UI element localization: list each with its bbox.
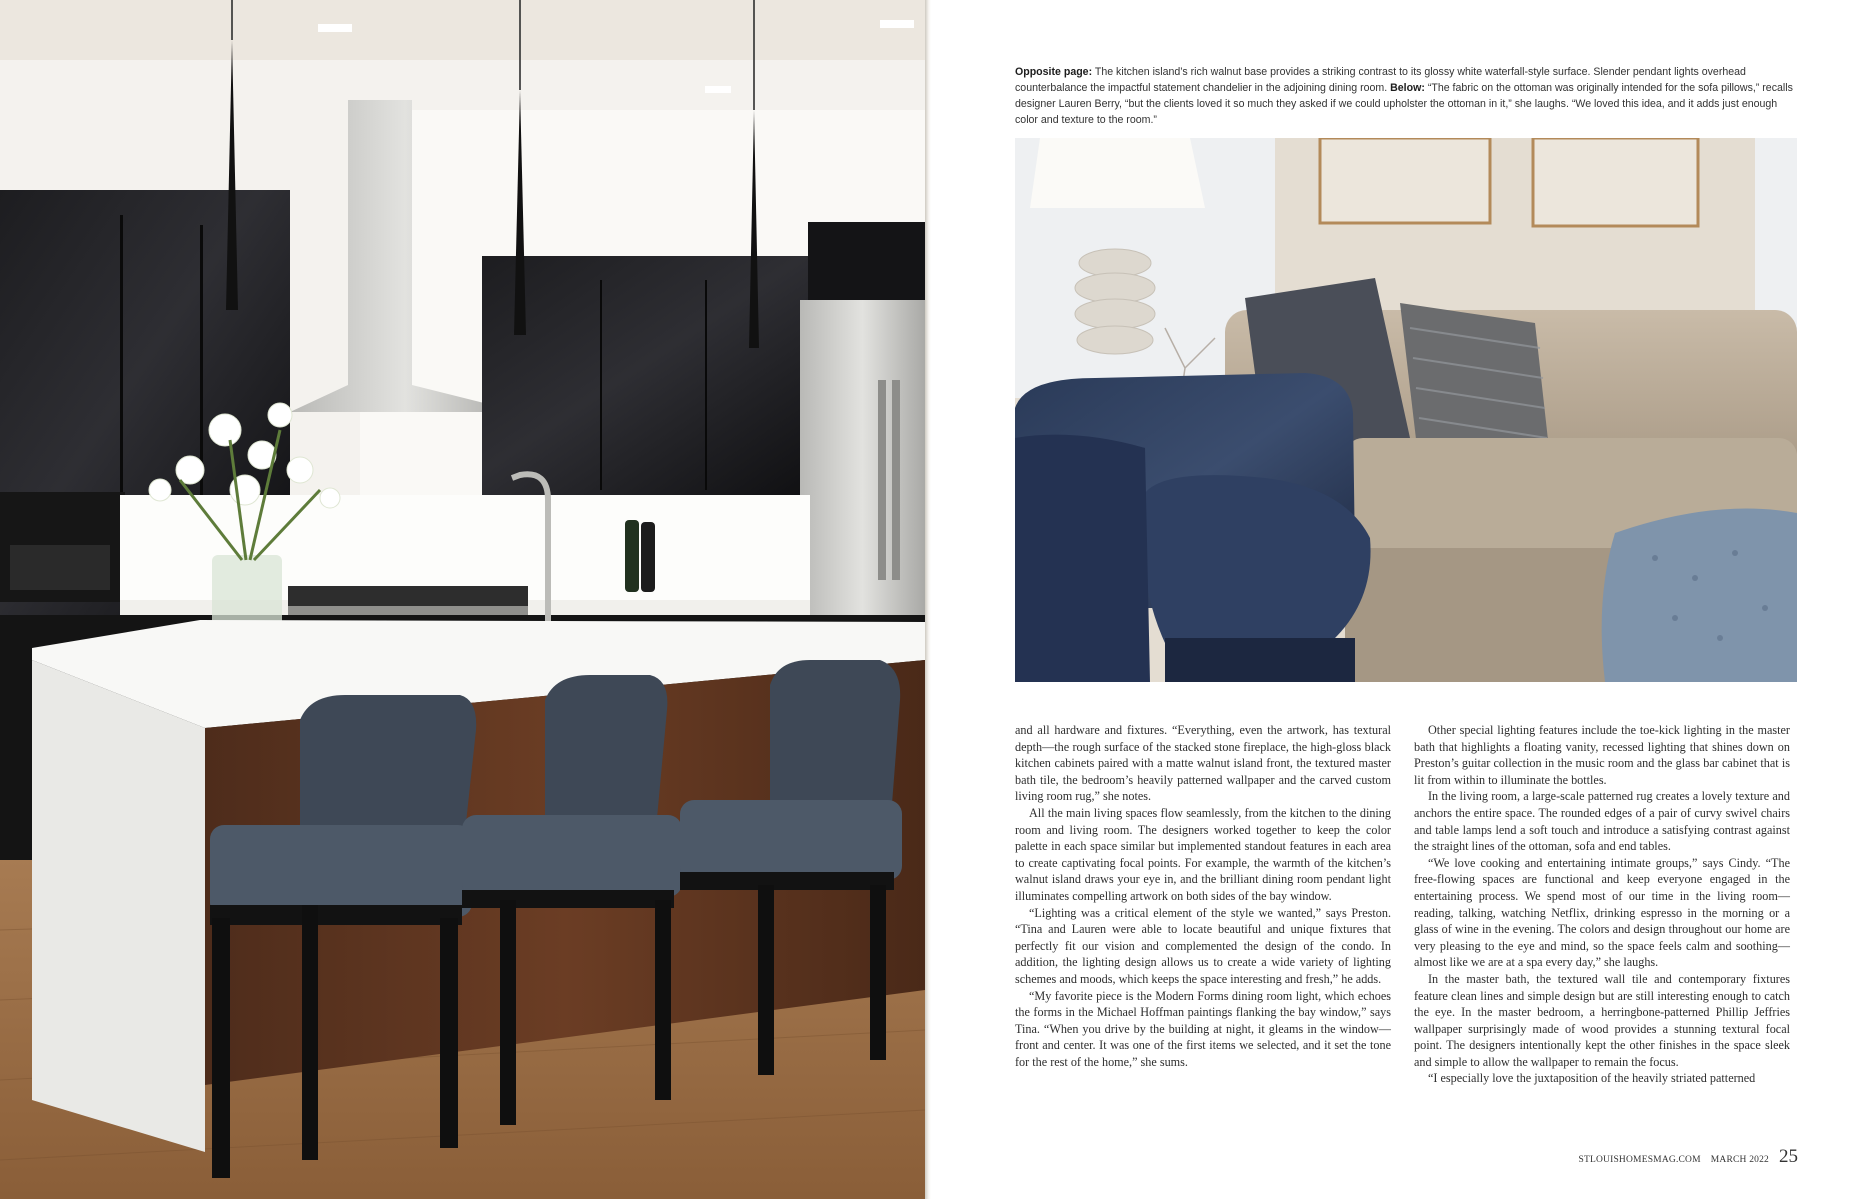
caption-lead-below: Below: [1390,82,1425,94]
kitchen-photo [0,0,925,1199]
living-room-photo [1015,138,1797,682]
article-page [931,0,1853,1199]
column1-paragraph-1: and all hardware and fixtures. “Everything, even the artwork, has textural depth—the rough surface of the stacked stone fireplace, the high-gloss black kitchen cabinets paired with a matte walnut island front, the textured master bath tile, the bedroom’s heavily patterned wallpaper and the carved custom living room rug,” she notes. [1015,723,1391,804]
article-column-1 [1015,722,1391,1070]
article-column-2 [1414,722,1790,1087]
kitchen-photo-illustration [0,0,925,1199]
living-room-photo-illustration [1015,138,1797,682]
page-number: 25 [1779,1146,1798,1167]
column1-paragraph-4: “My favorite piece is the Modern Forms dining room light, which echoes the forms in the Michael Hoffman paintings flanking the bay window,” says Tina. “When you drive by the building at night, it gleams in the window—front and center. It was one of the first items we selected, and it set the tone for the rest of the home,” she sums. [1015,988,1391,1069]
footer-website: STLOUISHOMESMAG.COM [1578,1155,1701,1165]
column2-paragraph-5: “I especially love the juxtaposition of the heavily striated patterned [1428,1071,1756,1086]
caption-text-opposite: The kitchen island’s rich walnut base provides a striking contrast to its glossy white waterfall-style surface. Slender pendant lights overhead counterbalance the impactful statement chandelier in the adjoining dining room. [1015,66,1746,94]
column2-paragraph-1: Other special lighting features include the toe-kick lighting in the master bath that highlights a floating vanity, recessed lighting that shines down on Preston’s guitar collection in the music room and the glass bar cabinet that is lit from within to illuminate the bottles. [1414,723,1790,787]
caption-lead-opposite: Opposite page: [1015,66,1093,78]
footer-issue-date: MARCH 2022 [1710,1155,1769,1165]
column1-paragraph-3: “Lighting was a critical element of the style we wanted,” says Preston. “Tina and Lauren were able to locate beautiful and unique fixtures that perfectly fit our vision and complemented the design of the condo. In addition, the lighting design allows us to create a wide variety of lighting schemes and moods, which keeps the space interesting and fresh,” he adds. [1015,905,1391,986]
column1-paragraph-2: All the main living spaces flow seamlessly, from the kitchen to the dining room and living room. The designers worked together to keep the color palette in each space similar but implemented standout features in each area to create captivating focal points. For example, the warmth of the kitchen’s walnut island draws your eye in, and the brilliant dining room pendant light illuminates compelling artwork on both sides of the bay window. [1015,805,1391,903]
column2-paragraph-4: In the master bath, the textured wall tile and contemporary fixtures feature clean lines and simple design but are still interesting enough to catch the eye. In the master bedroom, a herringbone-patterned Phillip Jeffries wallpaper surprisingly made of wood provides a stunning textural focal point. The designers intentionally kept the other finishes in the space sleek and simple to allow the wallpaper to remain the focus. [1414,971,1790,1069]
photo-caption [1015,64,1795,128]
caption-text-below: “The fabric on the ottoman was originally intended for the sofa pillows,” recalls designer Lauren Berry, “but the clients loved it so much they asked if we could upholster the ottoman in it,” she laughs. “We loved this idea, and it adds just enough color and texture to the room.” [1015,82,1793,126]
column2-paragraph-3: “We love cooking and entertaining intimate groups,” says Cindy. “The free-flowing spaces are functional and keep everyone engaged in the entertaining process. We spend most of our time in the living room—reading, talking, watching Netflix, drinking espresso in the morning or a glass of wine in the evening. The colors and design throughout our home are very pleasing to the eye and mind, so the space feels calm and soothing—almost like we are at a spa every day,” she laughs. [1414,855,1790,970]
column2-paragraph-2: In the living room, a large-scale patterned rug creates a lovely texture and anchors the entire space. The rounded edges of a pair of curvy swivel chairs and table lamps lend a soft touch and introduce a satisfying contrast against the straight lines of the ottoman, sofa and end tables. [1414,789,1790,854]
page-footer [1578,1146,1798,1168]
